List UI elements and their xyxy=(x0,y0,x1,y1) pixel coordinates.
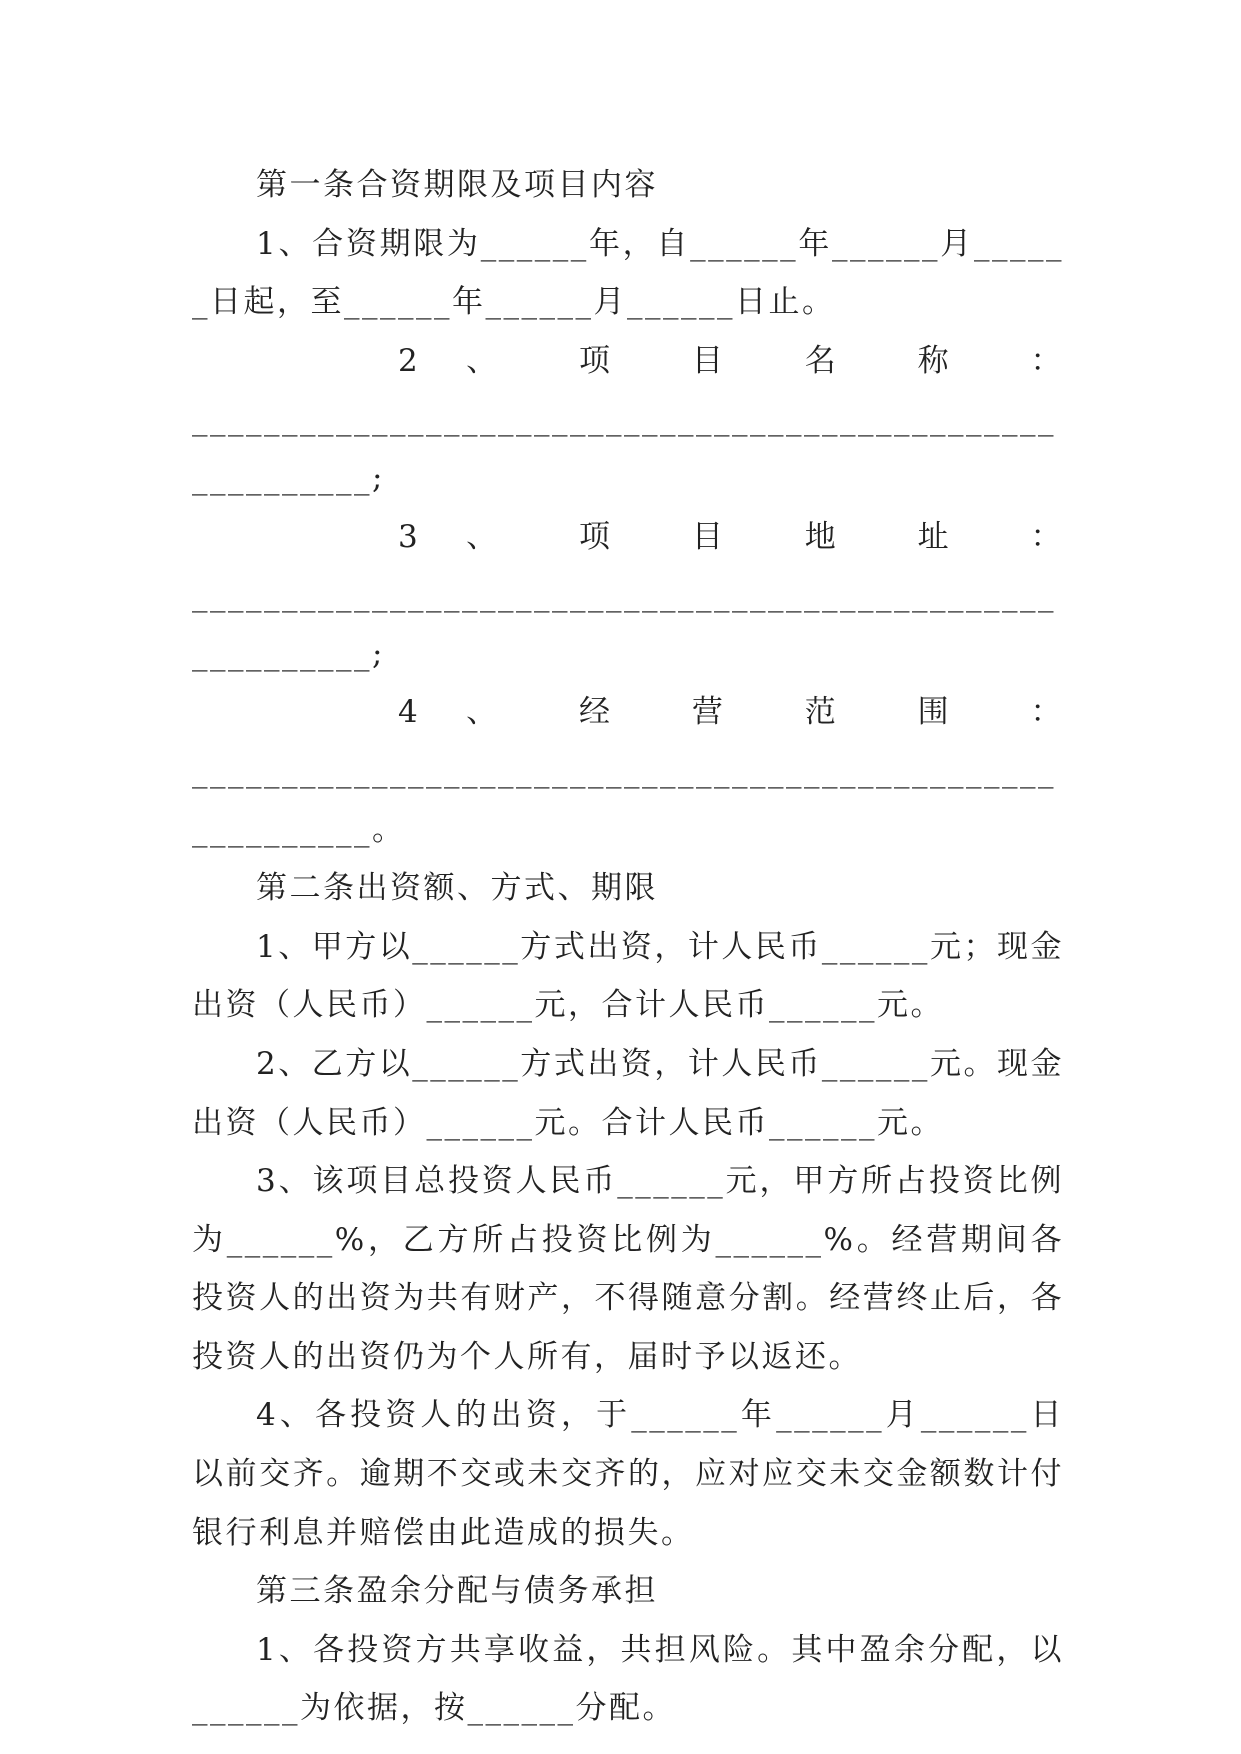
article-2-item-2: 2、乙方以______方式出资，计人民币______元。现金出资（人民币）______元。合计人民币______元。 xyxy=(192,1045,1064,1141)
document-body xyxy=(192,156,1064,1738)
article-1-heading: 第一条合资期限及项目内容 xyxy=(256,167,658,203)
article-2-item-1: 1、甲方以______方式出资，计人民币______元；现金出资（人民币）______元，合计人民币______元。 xyxy=(192,928,1064,1024)
article-1-item-1: 1、合资期限为______年，自______年______月______日起，至______年______月______日止。 xyxy=(192,225,1064,321)
article-1-item-3-line: __________________________________________________________; xyxy=(192,577,1056,672)
article-1-item-4-label: 4 、 经 营 范 围 ： xyxy=(398,694,1064,731)
article-1-item-2-label: 2 、 项 目 名 称 ： xyxy=(398,342,1064,379)
article-1-item-2-line: __________________________________________________________; xyxy=(192,401,1056,496)
article-2-item-3: 3、该项目总投资人民币______元，甲方所占投资比例为______%，乙方所占投资比例为______%。经营期间各投资人的出资为共有财产，不得随意分割。经营终止后，各投资人的出资仍为个人所有，届时予以返还。 xyxy=(192,1163,1064,1375)
article-3-heading: 第三条盈余分配与债务承担 xyxy=(256,1573,658,1610)
article-2-item-4: 4、各投资人的出资，于______年______月______日以前交齐。逾期不交或未交齐的，应对应交未交金额数计付银行利息并赔偿由此造成的损失。 xyxy=(192,1397,1064,1551)
article-1-item-4-line: __________________________________________________________。 xyxy=(192,752,1056,848)
article-2-heading: 第二条出资额、方式、期限 xyxy=(256,870,658,907)
article-3-item-1: 1、各投资方共享收益，共担风险。其中盈余分配，以______为依据，按______分配。 xyxy=(192,1631,1064,1727)
article-1-item-3-label: 3 、 项 目 地 址 ： xyxy=(398,518,1064,555)
